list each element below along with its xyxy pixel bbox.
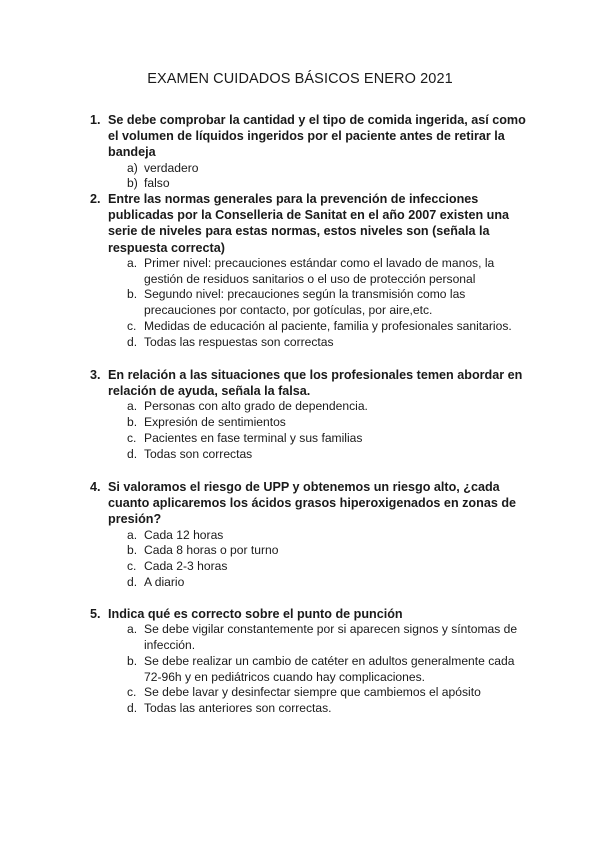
question-number: 3. [90, 368, 101, 382]
option-text: falso [144, 176, 170, 191]
option-letter: a) [127, 160, 138, 175]
option-d [90, 447, 530, 463]
option-letter: b. [127, 653, 138, 668]
option-letter: a. [127, 622, 138, 637]
option-c [90, 431, 530, 447]
question-number: 1. [90, 113, 101, 127]
option-list [90, 161, 530, 193]
option-text: Segundo nivel: precauciones según la transmisión como las precauciones por contacto, por gotículas, por aire,etc. [144, 287, 466, 318]
question-number: 5. [90, 607, 101, 621]
option-b [90, 543, 530, 559]
option-c [90, 559, 530, 575]
option-letter: a. [127, 255, 138, 270]
option-a [90, 161, 530, 177]
question-3 [90, 367, 530, 463]
option-text: A diario [144, 575, 185, 589]
option-text: verdadero [144, 160, 199, 175]
option-text: Cada 2-3 horas [144, 559, 228, 574]
option-b [90, 654, 530, 686]
question-header [90, 479, 530, 528]
option-list [90, 256, 530, 351]
option-letter: a. [127, 399, 138, 414]
option-text: Se debe lavar y desinfectar siempre que cambiemos el apósito [144, 685, 481, 700]
option-a [90, 399, 530, 415]
option-d [90, 335, 530, 351]
option-letter: b. [127, 287, 138, 302]
option-letter: d. [127, 446, 138, 461]
option-letter: d. [127, 701, 138, 716]
question-text: Si valoramos el riesgo de UPP y obtenemos un riesgo alto, ¿cada cuanto aplicaremos los ácidos grasos hiperoxigenados en zonas de presión? [108, 480, 517, 527]
question-header [90, 367, 530, 399]
question-number: 4. [90, 480, 101, 494]
question-text: Indica qué es correcto sobre el punto de punción [108, 607, 403, 621]
option-a [90, 528, 530, 544]
option-text: Todas son correctas [144, 446, 253, 461]
option-b [90, 415, 530, 431]
option-list [90, 622, 530, 717]
option-c [90, 319, 530, 335]
question-4 [90, 479, 530, 591]
question-header [90, 112, 530, 161]
question-header [90, 191, 530, 256]
option-letter: b. [127, 543, 138, 558]
option-a [90, 256, 530, 288]
option-letter: d. [127, 334, 138, 349]
option-letter: b) [127, 176, 138, 191]
question-text: Se debe comprobar la cantidad y el tipo de comida ingerida, así como el volumen de líquidos ingeridos por el paciente antes de retirar la bandeja [108, 113, 526, 160]
question-number: 2. [90, 192, 101, 206]
question-text: Entre las normas generales para la prevención de infecciones publicadas por la Conselleria de Sanitat en el año 2007 existen una serie de niveles para estas normas, estos niveles son (señala la respuesta correcta) [108, 192, 510, 255]
option-text: Expresión de sentimientos [144, 415, 286, 430]
option-text: Cada 12 horas [144, 527, 224, 542]
option-list [90, 399, 530, 462]
option-text: Todas las anteriores son correctas. [144, 701, 332, 716]
option-letter: c. [127, 559, 137, 574]
option-b [90, 287, 530, 319]
option-text: Medidas de educación al paciente, familia y profesionales sanitarios. [144, 319, 512, 333]
option-list [90, 528, 530, 591]
option-text: Se debe realizar un cambio de catéter en adultos generalmente cada 72-96h y en pediátricos cuando hay complicaciones. [144, 653, 515, 684]
option-text: Primer nivel: precauciones estándar como el lavado de manos, la gestión de residuos sanitarios o el uso de protección personal [144, 255, 495, 286]
page-title: EXAMEN CUIDADOS BÁSICOS ENERO 2021 [147, 71, 453, 87]
option-letter: c. [127, 685, 137, 700]
question-1 [90, 112, 530, 192]
option-text: Personas con alto grado de dependencia. [144, 399, 368, 414]
question-5 [90, 606, 530, 717]
option-letter: b. [127, 415, 138, 430]
option-letter: a. [127, 527, 138, 542]
option-d [90, 575, 530, 591]
option-text: Cada 8 horas o por turno [144, 543, 279, 558]
option-letter: d. [127, 575, 138, 589]
option-text: Se debe vigilar constantemente por si aparecen signos y síntomas de infección. [144, 622, 518, 652]
option-text: Todas las respuestas son correctas [144, 334, 334, 349]
question-header [90, 606, 530, 622]
question-text: En relación a las situaciones que los profesionales temen abordar en relación de ayuda, señala la falsa. [108, 368, 523, 399]
option-c [90, 685, 530, 701]
option-text: Pacientes en fase terminal y sus familias [144, 431, 363, 445]
option-b [90, 176, 530, 192]
option-d [90, 701, 530, 717]
option-a [90, 622, 530, 654]
option-letter: c. [127, 431, 137, 445]
option-letter: c. [127, 319, 137, 333]
question-2 [90, 191, 530, 351]
